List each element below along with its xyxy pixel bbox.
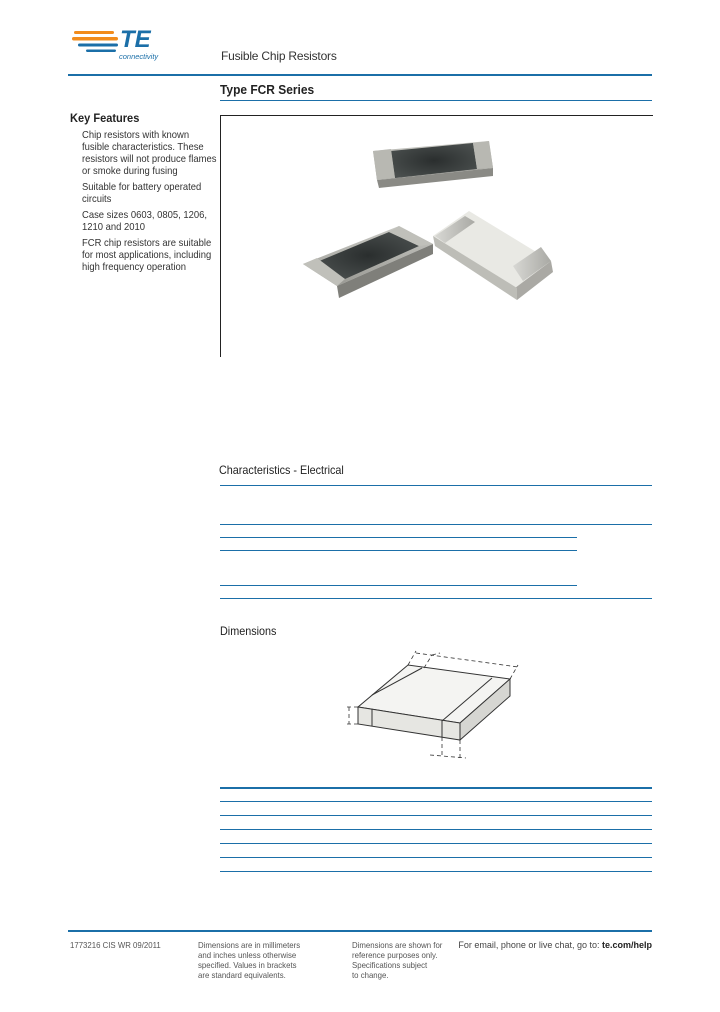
dimensions-table-rule xyxy=(220,829,652,830)
dimensions-table-bottom-rule xyxy=(220,871,652,872)
resistor-chip-top xyxy=(373,141,493,188)
feature-item: Suitable for battery operated circuits xyxy=(82,181,202,205)
footer-contact xyxy=(458,940,652,950)
footer-contact-text: For email, phone or live chat, go to: xyxy=(458,940,600,950)
dimensions-table-rule xyxy=(220,815,652,816)
dimensions-table-rule xyxy=(220,843,652,844)
footer-note-line: Dimensions are shown for xyxy=(352,940,443,950)
te-connectivity-logo xyxy=(72,24,182,64)
resistor-chip-right xyxy=(433,211,553,300)
footer-note-line: Specifications subject xyxy=(352,960,428,970)
footer-note-line: are standard equivalents. xyxy=(198,970,286,980)
footer-doc-number: 1773216 CIS WR 09/2011 xyxy=(70,940,161,950)
footer-reference-note xyxy=(352,940,442,980)
logo-letters: TE xyxy=(120,26,151,53)
key-features-heading: Key Features xyxy=(70,111,140,125)
footer-note-line: and inches unless otherwise xyxy=(198,950,297,960)
footer-note-line: Dimensions are in millimeters xyxy=(198,940,301,950)
help-link[interactable]: te.com/help xyxy=(601,940,652,950)
footer-units-note xyxy=(198,940,300,980)
electrical-table-rule xyxy=(220,524,652,525)
footer-note-line: reference purposes only. xyxy=(352,950,438,960)
feature-item: Case sizes 0603, 0805, 1206, 1210 and 2010 xyxy=(82,209,208,233)
electrical-table-rule xyxy=(220,585,577,586)
feature-item: Chip resistors with known fusible characteristics. These resistors will not produce flames or smoke during fusing xyxy=(82,129,217,177)
chip-resistors-photo xyxy=(221,116,653,357)
key-features-list xyxy=(82,129,217,277)
resistor-chip-left xyxy=(303,226,433,298)
series-rule xyxy=(220,100,652,101)
electrical-table-top-rule xyxy=(220,485,652,486)
te-logo-mark-icon xyxy=(72,24,182,64)
series-title: Type FCR Series xyxy=(220,82,315,97)
logo-tagline: connectivity xyxy=(119,52,159,61)
product-photo-frame xyxy=(220,115,653,357)
document-title: Fusible Chip Resistors xyxy=(221,49,337,63)
dimensions-table-top-rule xyxy=(220,787,652,789)
footer-note-line: to change. xyxy=(352,970,389,980)
electrical-table-bottom-rule xyxy=(220,598,652,599)
chip-dimension-drawing xyxy=(340,645,530,767)
dimensions-table-rule xyxy=(220,857,652,858)
dimensions-table-rule xyxy=(220,801,652,802)
dimensions-heading: Dimensions xyxy=(220,624,277,638)
footer-note-line: specified. Values in brackets xyxy=(198,960,297,970)
header-rule xyxy=(68,74,652,76)
electrical-table-rule xyxy=(220,537,577,538)
footer-rule xyxy=(68,930,652,932)
electrical-table-rule xyxy=(220,550,577,551)
feature-item: FCR chip resistors are suitable for most applications, including high frequency operation xyxy=(82,237,212,273)
electrical-heading: Characteristics - Electrical xyxy=(219,463,344,477)
dimensions-diagram xyxy=(340,645,530,772)
